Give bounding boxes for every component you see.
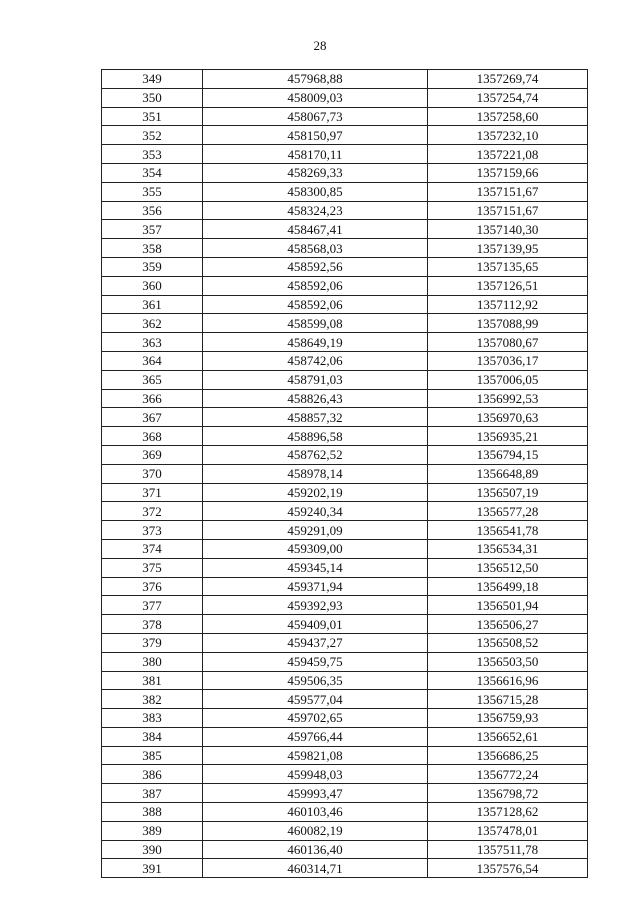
table-row bbox=[102, 389, 588, 408]
point-number-cell: 374 bbox=[102, 539, 203, 558]
y-coordinate-cell: 1357140,30 bbox=[428, 220, 588, 239]
y-coordinate-cell: 1356541,78 bbox=[428, 521, 588, 540]
y-coordinate-cell: 1357478,01 bbox=[428, 821, 588, 840]
table-row bbox=[102, 596, 588, 615]
y-coordinate-cell: 1356935,21 bbox=[428, 427, 588, 446]
table-row bbox=[102, 615, 588, 634]
x-coordinate-cell: 458170,11 bbox=[203, 145, 428, 164]
x-coordinate-cell: 458978,14 bbox=[203, 464, 428, 483]
table-row bbox=[102, 182, 588, 201]
y-coordinate-cell: 1356507,19 bbox=[428, 483, 588, 502]
x-coordinate-cell: 459437,27 bbox=[203, 633, 428, 652]
y-coordinate-cell: 1357232,10 bbox=[428, 126, 588, 145]
x-coordinate-cell: 458592,06 bbox=[203, 295, 428, 314]
table-row bbox=[102, 784, 588, 803]
table-row bbox=[102, 577, 588, 596]
y-coordinate-cell: 1356794,15 bbox=[428, 445, 588, 464]
point-number-cell: 387 bbox=[102, 784, 203, 803]
point-number-cell: 381 bbox=[102, 671, 203, 690]
point-number-cell: 367 bbox=[102, 408, 203, 427]
y-coordinate-cell: 1357151,67 bbox=[428, 201, 588, 220]
point-number-cell: 390 bbox=[102, 840, 203, 859]
point-number-cell: 354 bbox=[102, 163, 203, 182]
y-coordinate-cell: 1357258,60 bbox=[428, 107, 588, 126]
point-number-cell: 350 bbox=[102, 88, 203, 107]
point-number-cell: 357 bbox=[102, 220, 203, 239]
table-row bbox=[102, 145, 588, 164]
point-number-cell: 389 bbox=[102, 821, 203, 840]
y-coordinate-cell: 1357576,54 bbox=[428, 859, 588, 878]
point-number-cell: 368 bbox=[102, 427, 203, 446]
point-number-cell: 365 bbox=[102, 370, 203, 389]
point-number-cell: 370 bbox=[102, 464, 203, 483]
y-coordinate-cell: 1356970,63 bbox=[428, 408, 588, 427]
point-number-cell: 383 bbox=[102, 709, 203, 728]
coordinates-table-body bbox=[102, 70, 588, 878]
x-coordinate-cell: 458150,97 bbox=[203, 126, 428, 145]
y-coordinate-cell: 1356759,93 bbox=[428, 709, 588, 728]
y-coordinate-cell: 1356715,28 bbox=[428, 690, 588, 709]
y-coordinate-cell: 1356508,52 bbox=[428, 633, 588, 652]
table-row bbox=[102, 558, 588, 577]
x-coordinate-cell: 458599,08 bbox=[203, 314, 428, 333]
x-coordinate-cell: 458649,19 bbox=[203, 333, 428, 352]
table-row bbox=[102, 765, 588, 784]
y-coordinate-cell: 1357269,74 bbox=[428, 70, 588, 89]
y-coordinate-cell: 1357088,99 bbox=[428, 314, 588, 333]
table-row bbox=[102, 239, 588, 258]
table-row bbox=[102, 427, 588, 446]
table-row bbox=[102, 126, 588, 145]
table-row bbox=[102, 220, 588, 239]
y-coordinate-cell: 1356648,89 bbox=[428, 464, 588, 483]
table-row bbox=[102, 709, 588, 728]
table-row bbox=[102, 70, 588, 89]
point-number-cell: 391 bbox=[102, 859, 203, 878]
y-coordinate-cell: 1356503,50 bbox=[428, 652, 588, 671]
y-coordinate-cell: 1357006,05 bbox=[428, 370, 588, 389]
y-coordinate-cell: 1357151,67 bbox=[428, 182, 588, 201]
y-coordinate-cell: 1356992,53 bbox=[428, 389, 588, 408]
table-row bbox=[102, 840, 588, 859]
x-coordinate-cell: 458009,03 bbox=[203, 88, 428, 107]
y-coordinate-cell: 1356772,24 bbox=[428, 765, 588, 784]
table-row bbox=[102, 295, 588, 314]
table-row bbox=[102, 690, 588, 709]
point-number-cell: 369 bbox=[102, 445, 203, 464]
table-row bbox=[102, 502, 588, 521]
y-coordinate-cell: 1356512,50 bbox=[428, 558, 588, 577]
y-coordinate-cell: 1356798,72 bbox=[428, 784, 588, 803]
x-coordinate-cell: 459948,03 bbox=[203, 765, 428, 784]
table-row bbox=[102, 333, 588, 352]
point-number-cell: 380 bbox=[102, 652, 203, 671]
y-coordinate-cell: 1357128,62 bbox=[428, 803, 588, 822]
x-coordinate-cell: 459702,65 bbox=[203, 709, 428, 728]
x-coordinate-cell: 459345,14 bbox=[203, 558, 428, 577]
x-coordinate-cell: 459459,75 bbox=[203, 652, 428, 671]
point-number-cell: 351 bbox=[102, 107, 203, 126]
x-coordinate-cell: 458762,52 bbox=[203, 445, 428, 464]
table-row bbox=[102, 201, 588, 220]
point-number-cell: 376 bbox=[102, 577, 203, 596]
y-coordinate-cell: 1357135,65 bbox=[428, 257, 588, 276]
y-coordinate-cell: 1357159,66 bbox=[428, 163, 588, 182]
x-coordinate-cell: 458826,43 bbox=[203, 389, 428, 408]
y-coordinate-cell: 1356501,94 bbox=[428, 596, 588, 615]
x-coordinate-cell: 459409,01 bbox=[203, 615, 428, 634]
x-coordinate-cell: 459766,44 bbox=[203, 727, 428, 746]
table-row bbox=[102, 521, 588, 540]
x-coordinate-cell: 458857,32 bbox=[203, 408, 428, 427]
y-coordinate-cell: 1357221,08 bbox=[428, 145, 588, 164]
table-row bbox=[102, 539, 588, 558]
point-number-cell: 361 bbox=[102, 295, 203, 314]
x-coordinate-cell: 458742,06 bbox=[203, 351, 428, 370]
x-coordinate-cell: 459291,09 bbox=[203, 521, 428, 540]
x-coordinate-cell: 459392,93 bbox=[203, 596, 428, 615]
x-coordinate-cell: 460082,19 bbox=[203, 821, 428, 840]
point-number-cell: 360 bbox=[102, 276, 203, 295]
x-coordinate-cell: 458067,73 bbox=[203, 107, 428, 126]
y-coordinate-cell: 1356506,27 bbox=[428, 615, 588, 634]
y-coordinate-cell: 1357126,51 bbox=[428, 276, 588, 295]
x-coordinate-cell: 460314,71 bbox=[203, 859, 428, 878]
point-number-cell: 366 bbox=[102, 389, 203, 408]
x-coordinate-cell: 457968,88 bbox=[203, 70, 428, 89]
y-coordinate-cell: 1357511,78 bbox=[428, 840, 588, 859]
y-coordinate-cell: 1356616,96 bbox=[428, 671, 588, 690]
x-coordinate-cell: 458467,41 bbox=[203, 220, 428, 239]
x-coordinate-cell: 459240,34 bbox=[203, 502, 428, 521]
x-coordinate-cell: 458568,03 bbox=[203, 239, 428, 258]
table-row bbox=[102, 107, 588, 126]
table-row bbox=[102, 633, 588, 652]
y-coordinate-cell: 1357036,17 bbox=[428, 351, 588, 370]
table-row bbox=[102, 276, 588, 295]
point-number-cell: 363 bbox=[102, 333, 203, 352]
x-coordinate-cell: 458324,23 bbox=[203, 201, 428, 220]
x-coordinate-cell: 459309,00 bbox=[203, 539, 428, 558]
x-coordinate-cell: 459506,35 bbox=[203, 671, 428, 690]
x-coordinate-cell: 459993,47 bbox=[203, 784, 428, 803]
table-row bbox=[102, 464, 588, 483]
point-number-cell: 378 bbox=[102, 615, 203, 634]
y-coordinate-cell: 1357139,95 bbox=[428, 239, 588, 258]
point-number-cell: 352 bbox=[102, 126, 203, 145]
table-row bbox=[102, 351, 588, 370]
x-coordinate-cell: 459821,08 bbox=[203, 746, 428, 765]
table-row bbox=[102, 652, 588, 671]
table-row bbox=[102, 859, 588, 878]
y-coordinate-cell: 1356499,18 bbox=[428, 577, 588, 596]
table-row bbox=[102, 370, 588, 389]
x-coordinate-cell: 460103,46 bbox=[203, 803, 428, 822]
table-row bbox=[102, 821, 588, 840]
x-coordinate-cell: 459371,94 bbox=[203, 577, 428, 596]
point-number-cell: 362 bbox=[102, 314, 203, 333]
point-number-cell: 377 bbox=[102, 596, 203, 615]
table-row bbox=[102, 483, 588, 502]
page-number: 28 bbox=[313, 38, 327, 53]
table-row bbox=[102, 746, 588, 765]
coordinates-table bbox=[101, 69, 588, 878]
x-coordinate-cell: 458592,56 bbox=[203, 257, 428, 276]
y-coordinate-cell: 1357080,67 bbox=[428, 333, 588, 352]
point-number-cell: 388 bbox=[102, 803, 203, 822]
point-number-cell: 372 bbox=[102, 502, 203, 521]
table-row bbox=[102, 88, 588, 107]
table-row bbox=[102, 445, 588, 464]
y-coordinate-cell: 1356652,61 bbox=[428, 727, 588, 746]
x-coordinate-cell: 458896,58 bbox=[203, 427, 428, 446]
x-coordinate-cell: 459577,04 bbox=[203, 690, 428, 709]
x-coordinate-cell: 459202,19 bbox=[203, 483, 428, 502]
y-coordinate-cell: 1356577,28 bbox=[428, 502, 588, 521]
point-number-cell: 382 bbox=[102, 690, 203, 709]
table-row bbox=[102, 314, 588, 333]
x-coordinate-cell: 458300,85 bbox=[203, 182, 428, 201]
point-number-cell: 353 bbox=[102, 145, 203, 164]
point-number-cell: 364 bbox=[102, 351, 203, 370]
point-number-cell: 384 bbox=[102, 727, 203, 746]
x-coordinate-cell: 458791,03 bbox=[203, 370, 428, 389]
table-row bbox=[102, 727, 588, 746]
point-number-cell: 358 bbox=[102, 239, 203, 258]
point-number-cell: 359 bbox=[102, 257, 203, 276]
x-coordinate-cell: 460136,40 bbox=[203, 840, 428, 859]
point-number-cell: 371 bbox=[102, 483, 203, 502]
point-number-cell: 355 bbox=[102, 182, 203, 201]
point-number-cell: 375 bbox=[102, 558, 203, 577]
y-coordinate-cell: 1356686,25 bbox=[428, 746, 588, 765]
x-coordinate-cell: 458269,33 bbox=[203, 163, 428, 182]
point-number-cell: 356 bbox=[102, 201, 203, 220]
table-row bbox=[102, 163, 588, 182]
y-coordinate-cell: 1357254,74 bbox=[428, 88, 588, 107]
point-number-cell: 379 bbox=[102, 633, 203, 652]
table-row bbox=[102, 803, 588, 822]
y-coordinate-cell: 1357112,92 bbox=[428, 295, 588, 314]
point-number-cell: 386 bbox=[102, 765, 203, 784]
point-number-cell: 349 bbox=[102, 70, 203, 89]
table-row bbox=[102, 257, 588, 276]
point-number-cell: 385 bbox=[102, 746, 203, 765]
y-coordinate-cell: 1356534,31 bbox=[428, 539, 588, 558]
table-row bbox=[102, 671, 588, 690]
point-number-cell: 373 bbox=[102, 521, 203, 540]
table-row bbox=[102, 408, 588, 427]
x-coordinate-cell: 458592,06 bbox=[203, 276, 428, 295]
